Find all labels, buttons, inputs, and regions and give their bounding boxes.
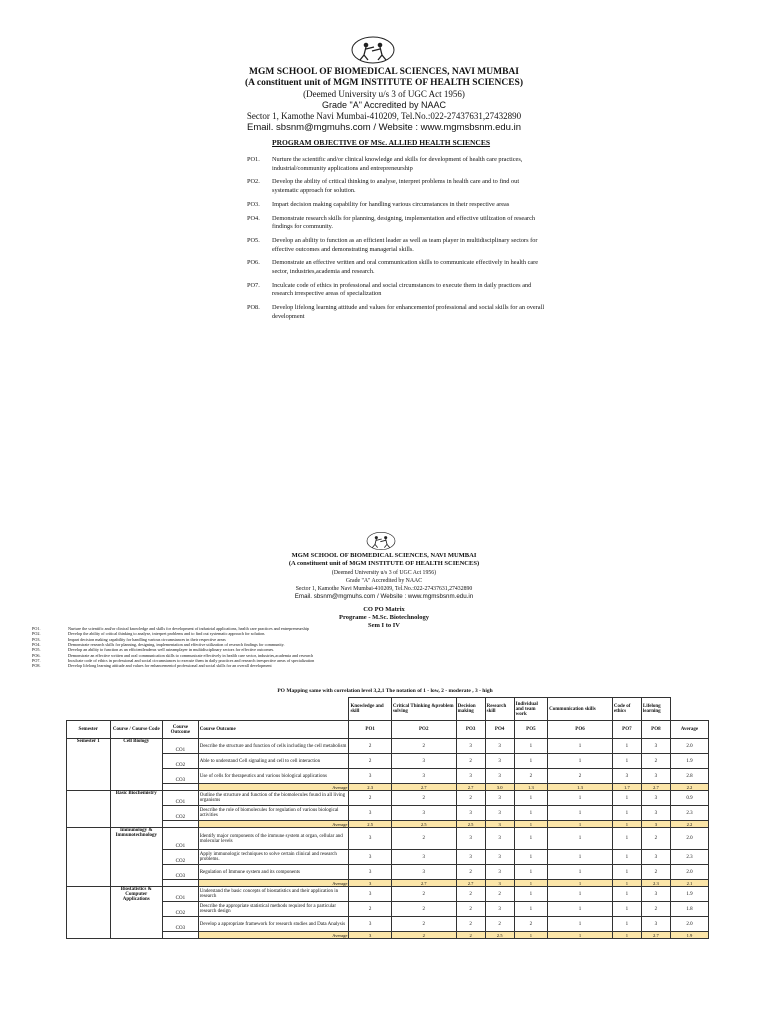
co-code-cell: CO2 [163, 806, 199, 821]
po-value-cell: 2.0 [670, 917, 708, 932]
average-value-cell: 2.7 [391, 784, 456, 791]
po-value-cell: 3 [485, 791, 514, 806]
co-code-cell: CO2 [163, 902, 199, 917]
po-item [247, 215, 547, 232]
table-row [67, 902, 709, 917]
po-item [247, 259, 547, 276]
constituent-unit: (A constituent unit of MGM INSTITUTE OF HEALTH SCIENCES) [244, 78, 523, 88]
average-value-cell: 1.3 [514, 784, 547, 791]
po-value-cell: 2 [391, 791, 456, 806]
average-value-cell: 2.7 [456, 880, 485, 887]
po-code: PO6. [32, 652, 41, 658]
po-value-cell: 3 [456, 850, 485, 865]
po-value-cell: 1 [514, 791, 547, 806]
column-header: PO8 [641, 721, 670, 739]
po-value-cell: 2 [485, 917, 514, 932]
table-row [67, 828, 709, 850]
institute-header [200, 67, 568, 133]
course-outcome-cell: Understand the basic concepts of biostatistics and their application in research [198, 887, 349, 902]
po-value-cell: 2 [485, 887, 514, 902]
average-label: Average [198, 932, 349, 939]
po-value-cell: 3 [349, 769, 391, 784]
po-text: Demonstrate an effective written and oral communication skills to communicate effectively in health care sector, industries,academia and research. [272, 259, 539, 275]
po-code: PO1. [247, 156, 260, 163]
po-value-cell: 2 [456, 865, 485, 880]
column-header: Course / Course Code [110, 721, 162, 739]
po-value-cell: 1 [548, 806, 613, 821]
po-value-cell: 1 [612, 791, 641, 806]
po-code: PO7. [32, 658, 41, 664]
average-value-cell: 3 [349, 932, 391, 939]
po-value-cell: 1 [514, 887, 547, 902]
po-category-header: Decision making [456, 698, 485, 721]
po-value-cell: 3 [641, 887, 670, 902]
deemed-status: (Deemed University u/s 3 of UGC Act 1956) [303, 89, 465, 99]
po-value-cell: 1 [514, 902, 547, 917]
school-name-2: MGM SCHOOL OF BIOMEDICAL SCIENCES, NAVI MUMBAI [291, 552, 477, 559]
average-value-cell: 3 [641, 821, 670, 828]
table-row [67, 791, 709, 806]
po-category-header-row [67, 698, 709, 721]
naac-grade-2: Grade "A" Accredited by NAAC [345, 577, 423, 584]
po-value-cell: 1 [548, 917, 613, 932]
co-code-cell: CO3 [163, 865, 199, 880]
co-code-cell: CO3 [163, 917, 199, 932]
average-value-cell: 1.3 [548, 784, 613, 791]
po-item [247, 304, 547, 321]
deemed-status-2: (Deemed University u/s 3 of UGC Act 1956) [331, 569, 437, 576]
table-row [67, 850, 709, 865]
po-value-cell: 1 [612, 828, 641, 850]
mapping-title: PO Mapping same with correlation level 3,2,1 The notation of 1 - low, 2 - moderate , 3 - high [277, 688, 493, 694]
school-name: MGM SCHOOL OF BIOMEDICAL SCIENCES, NAVI MUMBAI [249, 67, 519, 77]
po-value-cell: 3 [391, 850, 456, 865]
column-header: Semester [67, 721, 111, 739]
po-value-cell: 3 [349, 887, 391, 902]
po-value-cell: 3 [349, 806, 391, 821]
average-value-cell: 1.9 [670, 932, 708, 939]
po-code: PO3. [32, 636, 41, 642]
po-value-cell: 3 [485, 850, 514, 865]
po-value-cell: 1 [612, 850, 641, 865]
po-code: PO4. [32, 642, 41, 648]
course-outcome-cell: Able to understand Cell signaling and cell to cell interaction [198, 754, 349, 769]
po-category-header: Critical Thinking &problem solving [391, 698, 456, 721]
po-value-cell: 3 [485, 902, 514, 917]
po-value-cell: 1 [612, 917, 641, 932]
average-value-cell: 1 [514, 880, 547, 887]
po-value-cell: 1 [548, 850, 613, 865]
column-header: Average [670, 721, 708, 739]
course-outcome-cell: Describe the role of biomolecules for regulation of various biological activities [198, 806, 349, 821]
po-value-cell: 3 [456, 739, 485, 754]
po-item [32, 663, 552, 668]
average-value-cell: 1 [514, 932, 547, 939]
po-value-cell: 3 [612, 769, 641, 784]
average-value-cell: 2.5 [349, 821, 391, 828]
course-cell: Cell Biology [110, 739, 162, 791]
po-value-cell: 2.3 [670, 850, 708, 865]
po-value-cell: 2.8 [670, 769, 708, 784]
column-header: PO6 [548, 721, 613, 739]
course-outcome-cell: Identify major components of the immune system at organ, cellular and molecular levels [198, 828, 349, 850]
course-outcome-cell: Use of cells for therapeutics and various biological applications [198, 769, 349, 784]
po-value-cell: 3 [641, 769, 670, 784]
po-code: PO7. [247, 281, 260, 289]
po-value-cell: 2 [641, 828, 670, 850]
average-value-cell: 3 [485, 821, 514, 828]
po-value-cell: 2 [349, 902, 391, 917]
average-value-cell: 1 [548, 880, 613, 887]
table-row [67, 806, 709, 821]
po-value-cell: 2 [514, 769, 547, 784]
course-outcome-cell: Describe the structure and function of cells including the cell metabolism [198, 739, 349, 754]
address-2: Sector 1, Kamothe Navi Mumbai-410209, Tel.No.:022-27437631,27432890 [295, 586, 473, 593]
table-row [67, 865, 709, 880]
po-value-cell: 1 [514, 806, 547, 821]
po-category-header: Knowledge and skill [349, 698, 391, 721]
po-value-cell: 3 [641, 850, 670, 865]
column-header-row [67, 721, 709, 739]
po-value-cell: 1.9 [670, 754, 708, 769]
co-code-cell: CO1 [163, 791, 199, 806]
po-text: Develop an ability to function as an efficientleaderas well asteamplayer in multidisciplinary sectors for effective outcomes. [68, 647, 275, 653]
average-value-cell: 2.5 [456, 821, 485, 828]
po-value-cell: 1 [612, 865, 641, 880]
po-value-cell: 1.9 [670, 887, 708, 902]
average-spacer [163, 821, 199, 828]
po-value-cell: 1 [548, 791, 613, 806]
average-value-cell: 2.3 [641, 880, 670, 887]
average-value-cell: 1 [612, 880, 641, 887]
po-text: Develop lifelong learning attitude and values for enhancementof professional and social skills for an overall development [272, 304, 545, 320]
po-value-cell: 1.8 [670, 902, 708, 917]
table-row [67, 754, 709, 769]
institute-logo [350, 35, 396, 65]
column-header: PO3 [456, 721, 485, 739]
po-value-cell: 3 [485, 754, 514, 769]
po-value-cell: 2 [456, 887, 485, 902]
po-value-cell: 3 [641, 791, 670, 806]
header-spacer [67, 698, 349, 721]
po-text: Nurture the scientific and/or clinical knowledge and skills for development of industrial applications, health care practices and entrepreneurship [68, 626, 309, 631]
column-header: PO4 [485, 721, 514, 739]
course-cell: Immunology & Immunotechnology [110, 828, 162, 887]
program-objectives-list [247, 156, 547, 326]
header-spacer [670, 698, 708, 721]
po-text: Develop lifelong learning attitude and values for enhancementof professional and social skills for an overall development [68, 663, 272, 669]
po-category-header: Individual and team work [514, 698, 547, 721]
average-row [67, 784, 709, 791]
co-code-cell: CO1 [163, 828, 199, 850]
column-header: PO2 [391, 721, 456, 739]
average-value-cell: 2.3 [349, 784, 391, 791]
po-value-cell: 1 [612, 739, 641, 754]
table-row [67, 917, 709, 932]
po-value-cell: 2 [349, 754, 391, 769]
average-value-cell: 2.5 [485, 932, 514, 939]
average-value-cell: 2.2 [670, 784, 708, 791]
po-code: PO8. [32, 663, 41, 669]
average-spacer [163, 784, 199, 791]
po-item [247, 201, 547, 210]
po-value-cell: 1 [548, 739, 613, 754]
po-value-cell: 1 [548, 828, 613, 850]
po-value-cell: 2 [391, 887, 456, 902]
po-value-cell: 2 [456, 791, 485, 806]
naac-grade: Grade "A" Accredited by NAAC [322, 100, 446, 110]
average-value-cell: 1 [548, 821, 613, 828]
po-value-cell: 2.0 [670, 739, 708, 754]
po-item [247, 237, 547, 254]
average-value-cell: 2 [456, 932, 485, 939]
po-value-cell: 1 [514, 739, 547, 754]
po-value-cell: 3 [485, 806, 514, 821]
average-label: Average [198, 821, 349, 828]
po-value-cell: 3 [641, 806, 670, 821]
average-row [67, 880, 709, 887]
column-header: PO1 [349, 721, 391, 739]
po-text: Develop the ability of critical thinking to analyse, interpret problems in health care and to find out systematic approach for solution. [272, 178, 520, 194]
programme-title: Programe - M.Sc. Biotechnology [339, 614, 429, 622]
average-value-cell: 2.2 [670, 821, 708, 828]
po-value-cell: 1 [612, 887, 641, 902]
co-code-cell: CO1 [163, 887, 199, 902]
po-value-cell: 1 [612, 754, 641, 769]
po-category-header: Code of ethics [612, 698, 641, 721]
semester-cell [67, 828, 111, 887]
po-text: Inculcate code of ethics in professional and social circumstances to execute them in daily practices and research irrespective areas of specialization [272, 281, 532, 298]
po-value-cell: 3 [349, 917, 391, 932]
institute-logo-small [364, 531, 398, 551]
po-value-cell: 2.3 [670, 806, 708, 821]
po-code: PO2. [247, 178, 260, 186]
po-value-cell: 1 [514, 828, 547, 850]
semester-range: Sem I to IV [368, 622, 400, 630]
po-code: PO6. [247, 259, 260, 267]
po-value-cell: 1 [612, 806, 641, 821]
co-po-mapping-table [66, 697, 709, 939]
course-cell: Basic Biochemistry [110, 791, 162, 828]
po-code: PO1. [32, 626, 41, 631]
po-value-cell: 3 [641, 917, 670, 932]
constituent-unit-2: (A constituent unit of MGM INSTITUTE OF HEALTH SCIENCES) [288, 560, 480, 568]
po-code: PO2. [32, 631, 41, 637]
column-header: PO7 [612, 721, 641, 739]
po-value-cell: 1 [612, 902, 641, 917]
po-value-cell: 2 [514, 917, 547, 932]
average-value-cell: 2.7 [641, 932, 670, 939]
po-value-cell: 3 [485, 769, 514, 784]
average-value-cell: 1 [548, 932, 613, 939]
po-text: Nurture the scientific and/or clinical knowledge and skills for development of health care practices, industrial/community applications and entrepreneurship [272, 156, 523, 172]
po-value-cell: 2 [456, 917, 485, 932]
po-category-header: Research skill [485, 698, 514, 721]
po-value-cell: 2 [548, 769, 613, 784]
po-value-cell: 2 [349, 739, 391, 754]
column-header: Course Outcome [163, 721, 199, 739]
average-spacer [163, 932, 199, 939]
average-value-cell: 2.7 [641, 784, 670, 791]
po-value-cell: 3 [349, 865, 391, 880]
average-spacer [163, 880, 199, 887]
column-header: PO5 [514, 721, 547, 739]
course-outcome-cell: Apply immunologic techniques to solve certain clinical and research problems. [198, 850, 349, 865]
po-code: PO3. [247, 200, 260, 208]
po-value-cell: 3 [349, 850, 391, 865]
po-value-cell: 1 [514, 754, 547, 769]
co-po-matrix-title: CO PO Matrix [363, 605, 405, 613]
po-item [247, 282, 547, 299]
po-text: Demonstrate research skills for planning, designing, implementation and effective utilization of research findings for community. [272, 214, 536, 231]
po-code: PO5. [247, 236, 260, 244]
contact: Email. sbsnm@mgmuhs.com / Website : www.mgmsbsnm.edu.in [247, 122, 521, 133]
co-code-cell: CO1 [163, 739, 199, 754]
po-value-cell: 2 [391, 917, 456, 932]
po-category-header: Lifelong learning [641, 698, 670, 721]
average-value-cell: 3 [349, 880, 391, 887]
average-row [67, 932, 709, 939]
average-value-cell: 2.7 [456, 784, 485, 791]
semester-cell [67, 887, 111, 939]
average-row [67, 821, 709, 828]
po-value-cell: 2.0 [670, 828, 708, 850]
po-value-cell: 1 [548, 902, 613, 917]
po-value-cell: 2 [391, 739, 456, 754]
po-value-cell: 3 [485, 865, 514, 880]
average-label: Average [198, 784, 349, 791]
co-code-cell: CO2 [163, 850, 199, 865]
address: Sector 1, Kamothe Navi Mumbai-410209, Tel.No.:022-27437631,27432890 [246, 111, 522, 121]
po-value-cell: 3 [641, 739, 670, 754]
po-code: PO4. [247, 214, 260, 222]
po-text: Develop the ability of critical thinking to analyse, interpret problems and to find out systematic approach for solution. [68, 631, 266, 637]
table-row [67, 769, 709, 784]
po-value-cell: 1 [548, 887, 613, 902]
average-value-cell: 2.1 [670, 880, 708, 887]
table-row [67, 739, 709, 754]
po-item [247, 178, 547, 195]
po-item [247, 156, 547, 173]
column-header: Course Outcome [198, 721, 349, 739]
average-value-cell: 2 [391, 932, 456, 939]
po-value-cell: 0.9 [670, 791, 708, 806]
semester-cell [67, 791, 111, 828]
po-text: Demonstrate an effective written and oral communication skills to communicate effectively in health care sector, industries,academia and research [68, 652, 314, 658]
po-value-cell: 1 [548, 754, 613, 769]
po-value-cell: 2 [641, 902, 670, 917]
po-value-cell: 3 [456, 806, 485, 821]
po-value-cell: 3 [349, 828, 391, 850]
po-value-cell: 2 [641, 754, 670, 769]
po-value-cell: 1 [514, 850, 547, 865]
table-row [67, 887, 709, 902]
po-value-cell: 2 [349, 791, 391, 806]
program-objectives-small-list [32, 626, 552, 669]
po-value-cell: 2.0 [670, 865, 708, 880]
co-code-cell: CO2 [163, 754, 199, 769]
institute-header-2 [200, 552, 568, 631]
course-cell: Biostatistics & Computer Applications [110, 887, 162, 939]
po-text: Impart decision making capability for handling various circumstances in their respective areas [68, 636, 226, 642]
po-text: Develop an ability to function as an efficient leader as well as team player in multidisciplinary sectors for effective outcomes and demonstrating managerial skills. [272, 236, 538, 253]
course-outcome-cell: Describe the appropriate statistical methods required for a particular research design [198, 902, 349, 917]
po-code: PO5. [32, 647, 41, 653]
average-value-cell: 1 [612, 821, 641, 828]
semester-cell: Semester 1 [67, 739, 111, 791]
po-value-cell: 2 [456, 902, 485, 917]
po-value-cell: 3 [391, 769, 456, 784]
po-value-cell: 2 [641, 865, 670, 880]
po-value-cell: 1 [514, 865, 547, 880]
po-value-cell: 2 [391, 902, 456, 917]
average-value-cell: 1.7 [612, 784, 641, 791]
average-value-cell: 2.5 [391, 821, 456, 828]
contact-2: Email. sbsnm@mgmuhs.com / Website : www.mgmsbsnm.edu.in [294, 593, 474, 601]
po-value-cell: 3 [391, 806, 456, 821]
co-code-cell: CO3 [163, 769, 199, 784]
po-text: Impart decision making capability for handling various circumstances in their respective areas [272, 200, 510, 208]
average-value-cell: 3 [485, 880, 514, 887]
po-value-cell: 3 [456, 769, 485, 784]
course-outcome-cell: Develop a appropriate framework for research studies and Data Analysis [198, 917, 349, 932]
average-value-cell: 1 [514, 821, 547, 828]
po-value-cell: 3 [485, 739, 514, 754]
po-value-cell: 3 [456, 828, 485, 850]
po-text: Inculcate code of ethics in professional and social circumstances to execute them in daily practices and research irrespective areas of specialization [68, 658, 315, 664]
average-value-cell: 2.7 [391, 880, 456, 887]
po-value-cell: 2 [391, 828, 456, 850]
average-value-cell: 3.0 [485, 784, 514, 791]
course-outcome-cell: Regulation of Immune system and its components [198, 865, 349, 880]
po-value-cell: 2 [456, 754, 485, 769]
course-outcome-cell: Outline the structure and function of the biomolecules found in all living organisms [198, 791, 349, 806]
program-objective-title: PROGRAM OBJECTIVE OF MSc. ALLIED HEALTH SCIENCES [272, 138, 491, 147]
average-value-cell: 1 [612, 932, 641, 939]
po-text: Demonstrate research skills for planning, designing, implementation and effective utilization of research findings for community. [68, 642, 285, 648]
po-category-header: Communication skills [548, 698, 613, 721]
po-value-cell: 1 [548, 865, 613, 880]
po-value-cell: 3 [391, 865, 456, 880]
po-value-cell: 3 [485, 828, 514, 850]
po-value-cell: 3 [391, 754, 456, 769]
po-code: PO8. [247, 304, 260, 312]
average-label: Average [198, 880, 349, 887]
